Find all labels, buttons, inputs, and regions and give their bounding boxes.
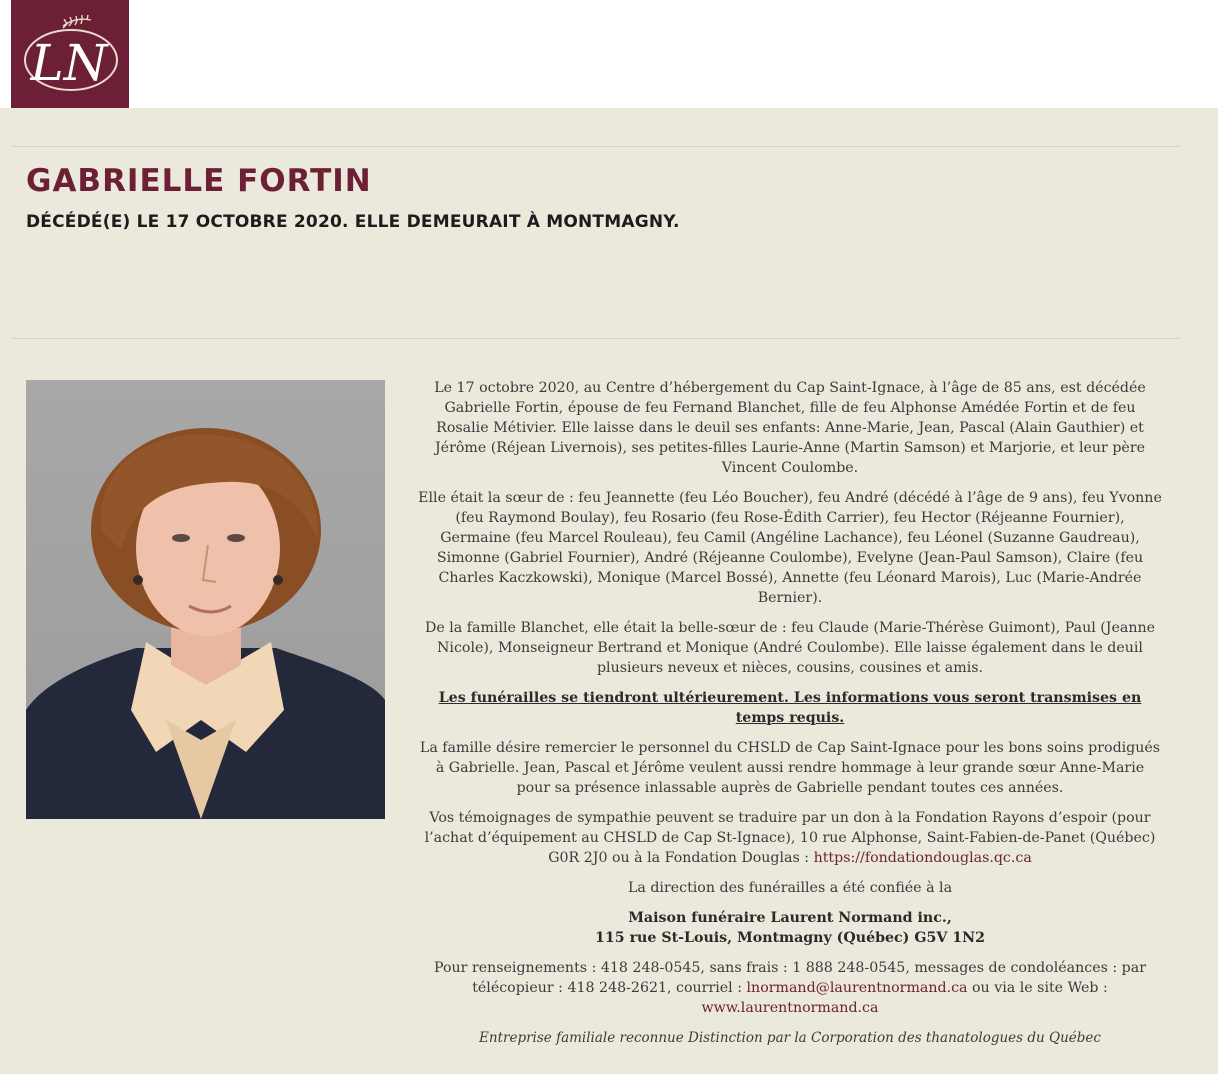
paragraph-siblings: Elle était la sœur de : feu Jeannette (feu Léo Boucher), feu André (décédé à l’âge de 9 ans), feu Yvonne (feu Raymond Boulay), feu Rosario (feu Rose-Édith Carrier), feu Hector (Réjeanne Fournier), Germaine (feu Marcel Rouleau), feu Camil (Angéline Lachance), feu Léonel (Suzanne Gaudreau), Simonne (Gabriel Fournier), André (Réjeanne Coulombe), Evelyne (Jean-Paul Samson), Claire (feu Charles Kaczkowski), Monique (Marcel Bossé), Annette (feu Léonard Marois), Luc (Marie-Andrée Bernier). <box>418 490 1162 606</box>
portrait-photo-icon <box>26 380 385 819</box>
fondation-douglas-link[interactable]: https://fondationdouglas.qc.ca <box>813 850 1032 866</box>
paragraph-donations <box>418 808 1162 868</box>
paragraph-direction: La direction des funérailles a été confiée à la <box>627 880 953 896</box>
footer-tagline: Entreprise familiale reconnue Distinction par la Corporation des thanatologues du Québec <box>479 1030 1101 1046</box>
paragraph-in-laws: De la famille Blanchet, elle était la belle-sœur de : feu Claude (Marie-Thérèse Guimont), Paul (Jeanne Nicole), Monseigneur Bertrand et Monique (André Coulombe). Elle laisse également dans le deuil plusieurs neveux et nièces, cousins, cousines et amis. <box>424 620 1156 676</box>
logo[interactable] <box>11 0 129 108</box>
contact-text: Pour renseignements : 418 248-0545, sans frais : 1 888 248-0545, messages de condoléances : par télécopieur : 418 248-2621, courriel : <box>434 960 1146 996</box>
funeral-home-name: Maison funéraire Laurent Normand inc., <box>628 910 952 926</box>
paragraph-funeral-notice: Les funérailles se tiendront ultérieurement. Les informations vous seront transmises en temps requis. <box>438 690 1142 726</box>
paragraph-thanks: La famille désire remercier le personnel du CHSLD de Cap Saint-Ignace pour les bons soins prodigués à Gabrielle. Jean, Pascal et Jérôme veulent aussi rendre hommage à leur grande sœur Anne-Marie pour sa présence inlassable auprès de Gabrielle pendant toutes ces années. <box>419 740 1161 796</box>
funeral-home-address: 115 rue St-Louis, Montmagny (Québec) G5V 1N2 <box>595 930 985 946</box>
divider-bottom <box>11 338 1180 339</box>
death-notice-subtitle: DÉCÉDÉ(E) LE 17 OCTOBRE 2020. ELLE DEMEURAIT À MONTMAGNY. <box>26 212 680 232</box>
website-link[interactable]: www.laurentnormand.ca <box>701 1000 879 1016</box>
donations-text: Vos témoignages de sympathie peuvent se traduire par un don à la Fondation Rayons d’espoir (pour l’achat d’équipement au CHSLD de Cap St-Ignace), 10 rue Alphonse, Saint-Fabien-de-Panet (Québec) G0R 2J0 ou à la Fondation Douglas : <box>424 810 1156 866</box>
paragraph-intro: Le 17 octobre 2020, au Centre d’hébergement du Cap Saint-Ignace, à l’âge de 85 ans, est décédée Gabrielle Fortin, épouse de feu Fernand Blanchet, fille de feu Alphonse Amédée Fortin et de feu Rosalie Métivier. Elle laisse dans le deuil ses enfants: Anne-Marie, Jean, Pascal (Alain Gauthier) et Jérôme (Réjean Livernois), ses petites-filles Laurie-Anne (Martin Samson) et Marjorie, et leur père Vincent Coulombe. <box>434 380 1146 476</box>
portrait-photo <box>26 380 385 819</box>
page-title: GABRIELLE FORTIN <box>26 163 372 199</box>
divider-top <box>11 146 1180 147</box>
paragraph-contact <box>418 958 1162 1018</box>
logo-monogram: LN <box>30 34 108 92</box>
contact-text-2: ou via le site Web : <box>967 980 1108 996</box>
email-link[interactable]: lnormand@laurentnormand.ca <box>746 980 968 996</box>
funeral-home-block <box>418 908 1162 948</box>
top-bar <box>0 0 1218 108</box>
obituary-text <box>418 378 1162 1058</box>
